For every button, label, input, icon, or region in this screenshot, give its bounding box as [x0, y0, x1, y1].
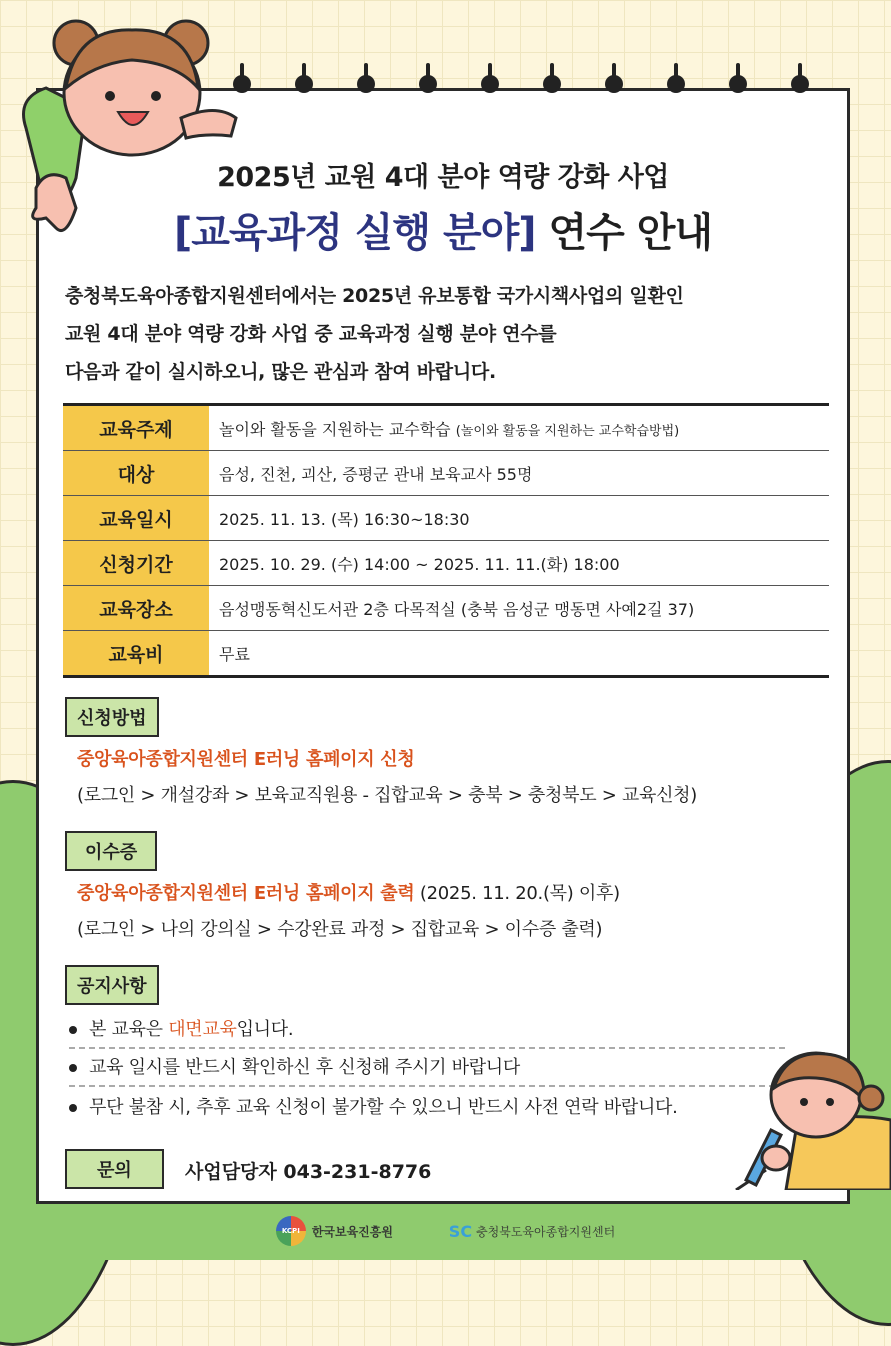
- intro-line: 충청북도육아종합지원센터에서는 2025년 유보통합 국가시책사업의 일환인: [65, 285, 684, 307]
- table-row: [63, 451, 829, 496]
- footer-logos: [0, 1216, 891, 1252]
- row-value: 2025. 11. 13. (목) 16:30~18:30: [209, 496, 829, 541]
- topic-value: 놀이와 활동을 지원하는 교수학습: [219, 419, 451, 439]
- intro-line: 교원 4대 분야 역량 강화 사업 중 교육과정 실행 분야 연수를: [65, 323, 557, 345]
- table-row: [63, 586, 829, 631]
- contact-text: 사업담당자 043-231-8776: [185, 1161, 432, 1183]
- sub-title: 2025년 교원 4대 분야 역량 강화 사업: [217, 162, 669, 193]
- row-value: 음성, 진천, 괴산, 증평군 관내 보육교사 55명: [209, 451, 829, 496]
- writing-girl-illustration: [716, 1040, 891, 1190]
- notice-highlight: 대면교육: [168, 1019, 237, 1040]
- binder-ring: [357, 75, 375, 93]
- binder-ring: [605, 75, 623, 93]
- row-value: 음성맹동혁신도서관 2층 다목적실 (충북 음성군 맹동면 사예2길 37): [209, 586, 829, 631]
- binder-ring: [295, 75, 313, 93]
- kcpi-logo: [276, 1216, 393, 1246]
- apply-method-badge: 신청방법: [65, 697, 159, 737]
- certificate-date: (2025. 11. 20.(목) 이후): [419, 883, 620, 904]
- chungbuk-center-logo: [449, 1222, 615, 1241]
- certificate-line: [77, 879, 837, 905]
- intro-paragraph: [65, 277, 835, 391]
- row-label: 교육일시: [63, 496, 209, 541]
- bullet-icon: [69, 1026, 77, 1034]
- notice-text: 본 교육은: [89, 1019, 169, 1040]
- binder-ring: [729, 75, 747, 93]
- certificate-path: (로그인 > 나의 강의실 > 수강완료 과정 > 집합교육 > 이수증 출력): [77, 919, 603, 940]
- table-row: [63, 541, 829, 586]
- notice-item: [69, 1093, 785, 1125]
- notice-item: [69, 1053, 785, 1087]
- peeking-girl-illustration: [6, 8, 256, 248]
- chungbuk-logo-icon: SC: [448, 1221, 473, 1241]
- row-label: 신청기간: [63, 541, 209, 586]
- title-highlight: [교육과정 실행 분야]: [174, 210, 536, 256]
- notice-text: 입니다.: [236, 1019, 294, 1040]
- chungbuk-center-name: 충청북도육아종합지원센터: [476, 1224, 616, 1239]
- notice-text: 교육 일시를 반드시 확인하신 후 신청해 주시기 바랍니다: [89, 1057, 520, 1078]
- kcpi-name: 한국보육진흥원: [311, 1224, 393, 1239]
- notice-badge: 공지사항: [65, 965, 159, 1005]
- binder-ring: [481, 75, 499, 93]
- info-table: [63, 403, 829, 678]
- notice-item: [69, 1015, 785, 1049]
- binder-ring: [419, 75, 437, 93]
- table-row: [63, 631, 829, 677]
- row-label: 교육주제: [63, 405, 209, 451]
- table-row: [63, 405, 829, 451]
- bullet-icon: [69, 1064, 77, 1072]
- binder-ring: [791, 75, 809, 93]
- certificate-badge: 이수증: [65, 831, 157, 871]
- row-label: 대상: [63, 451, 209, 496]
- title-rest: 연수 안내: [548, 210, 712, 256]
- apply-highlight: 중앙육아종합지원센터 E러닝 홈페이지 신청: [77, 749, 415, 770]
- topic-note: (놀이와 활동을 지원하는 교수학습방법): [455, 423, 680, 439]
- row-value: 무료: [209, 631, 829, 677]
- certificate-highlight: 중앙육아종합지원센터 E러닝 홈페이지 출력: [77, 883, 415, 904]
- kcpi-logo-icon: KCPI: [276, 1216, 306, 1246]
- contact-badge: 문의: [65, 1149, 164, 1189]
- notice-paper: [36, 88, 850, 1204]
- binder-ring: [543, 75, 561, 93]
- binder-ring: [667, 75, 685, 93]
- bullet-icon: [69, 1104, 77, 1112]
- intro-line: 다음과 같이 실시하오니, 많은 관심과 참여 바랍니다.: [65, 361, 496, 383]
- row-value: 2025. 10. 29. (수) 14:00 ~ 2025. 11. 11.(화) 18:00: [209, 541, 829, 586]
- notice-text: 무단 불참 시, 추후 교육 신청이 불가할 수 있으니 반드시 사전 연락 바랍니다.: [89, 1097, 678, 1118]
- apply-path: (로그인 > 개설강좌 > 보육교직원용 - 집합교육 > 충북 > 충청북도 > 교육신청): [77, 785, 697, 806]
- row-label: 교육장소: [63, 586, 209, 631]
- row-label: 교육비: [63, 631, 209, 677]
- table-row: [63, 496, 829, 541]
- row-value: [209, 405, 829, 451]
